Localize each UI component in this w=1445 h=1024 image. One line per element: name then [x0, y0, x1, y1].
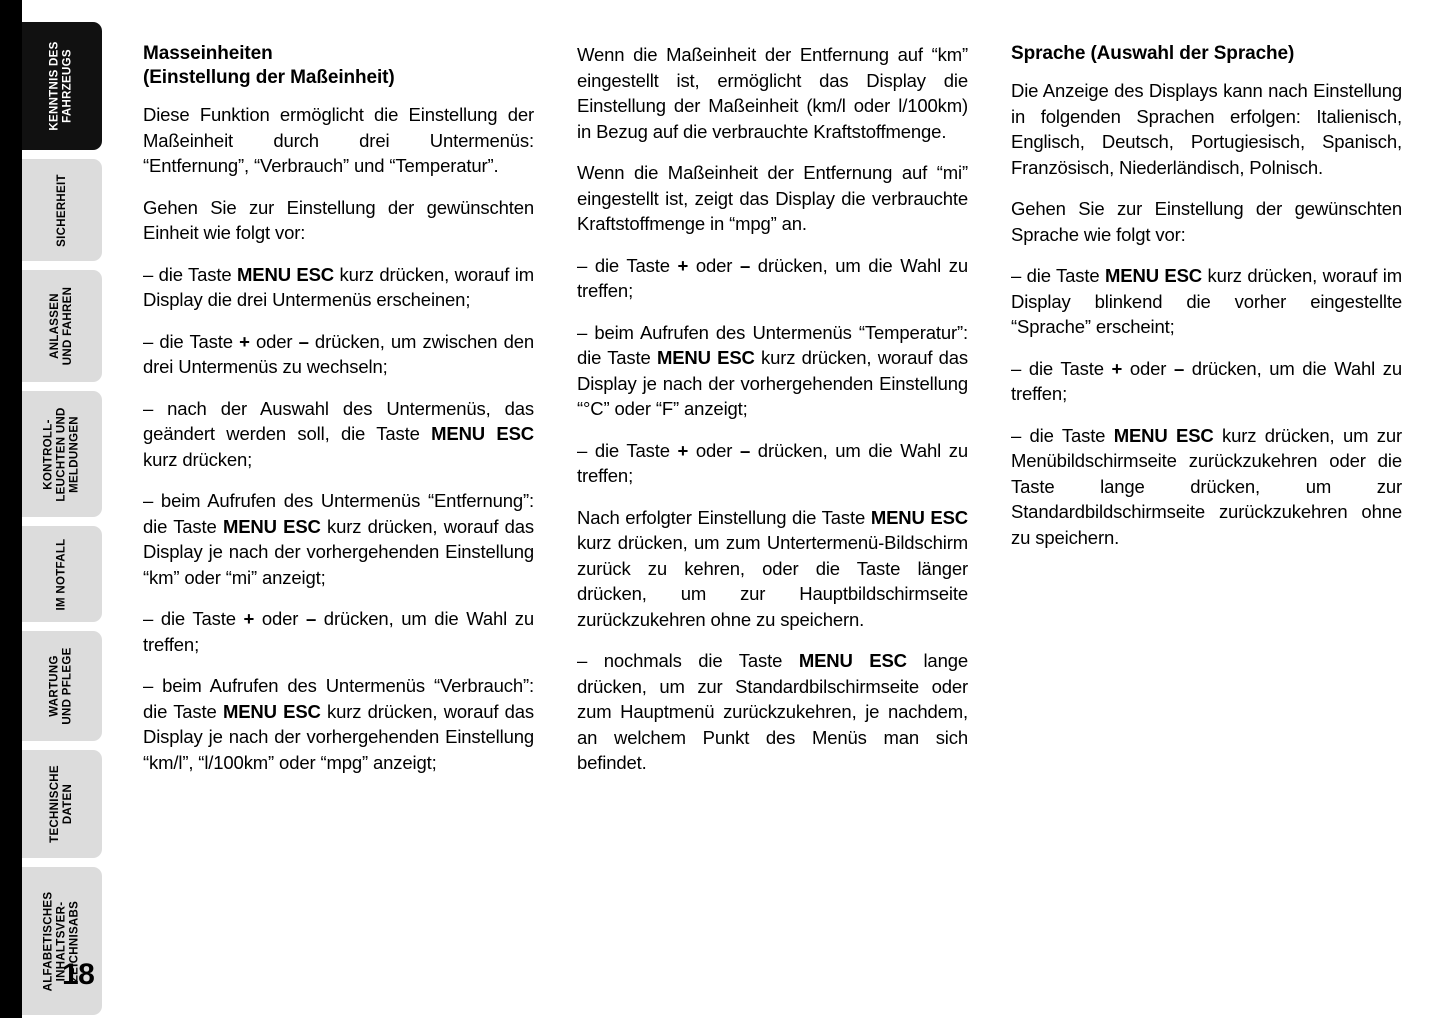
sidebar-item-alfabetisches-inhaltsverzeichnis[interactable] [22, 867, 102, 1015]
section-tab-strip [22, 22, 104, 1024]
sidebar-item-label: IM NOTFALL [55, 538, 68, 610]
paragraph: – nochmals die Taste MENU ESC lange drücken, um zur Standardbilschirmseite oder zum Hauptmenü zurückzukehren, je nachdem, an welchem Punkt des Menüs man sich befindet. [577, 650, 968, 773]
page-body [143, 42, 1403, 776]
text-column-2 [577, 42, 968, 776]
page-spine [0, 0, 22, 1018]
section-title-sprache: Sprache (Auswahl der Sprache) [1011, 43, 1295, 64]
paragraph: – nach der Auswahl des Untermenüs, das geändert werden soll, die Taste MENU ESC kurz drücken; [143, 397, 534, 470]
sidebar-item-label: KONTROLL- LEUCHTEN UND MELDUNGEN [42, 406, 81, 502]
paragraph: Gehen Sie zur Einstellung der gewünschten Sprache wie folgt vor: [1011, 198, 1402, 245]
paragraph: – die Taste MENU ESC kurz drücken, worauf im Display blinkend die vorher eingestellte “Sprache” erscheint; [1011, 265, 1402, 337]
paragraph-list [577, 42, 968, 776]
paragraph: – die Taste MENU ESC kurz drücken, worauf im Display die drei Untermenüs erscheinen; [143, 263, 534, 310]
paragraph: Die Anzeige des Displays kann nach Einstellung in folgenden Sprachen erfolgen: Italienisch, Englisch, Deutsch, Portugiesisch, Spanisch, Französisch, Niederländisch, Polnisch. [1011, 80, 1402, 178]
page-title: Masseinheiten (Einstellung der Maßeinheit) [143, 43, 395, 88]
sidebar-item-label: ALFABETISCHES INHALTSVER- ZEICHNISABS [42, 891, 81, 991]
paragraph: Wenn die Maßeinheit der Entfernung auf “mi” eingestellt ist, zeigt das Display die verbrauchte Kraftstoffmenge in “mpg” an. [577, 162, 968, 234]
text-column-1 [143, 42, 534, 776]
sidebar-item-kontrollleuchten-und-meldungen[interactable] [22, 391, 102, 517]
sidebar-item-technische-daten[interactable] [22, 750, 102, 858]
paragraph-list [143, 102, 534, 775]
text-column-3 [1011, 42, 1402, 776]
paragraph: Wenn die Maßeinheit der Entfernung auf “km” eingestellt ist, ermöglicht das Display die Einstellung der Maßeinheit (km/l oder l/100km) in Bezug auf die verbrauchte Kraftstoffmenge. [577, 44, 968, 142]
sidebar-item-label: KENNTNIS DES FAHRZEUGS [49, 41, 75, 131]
sidebar-item-im-notfall[interactable] [22, 526, 102, 622]
paragraph: Diese Funktion ermöglicht die Einstellung der Maßeinheit durch drei Untermenüs: “Entfernung”, “Verbrauch” und “Temperatur”. [143, 104, 534, 176]
sidebar-item-label: WARTUNG UND PFLEGE [49, 647, 74, 725]
paragraph-list [1011, 78, 1402, 550]
sidebar-item-anlassen-und-fahren[interactable] [22, 270, 102, 382]
paragraph: – beim Aufrufen des Untermenüs “Entfernung”: die Taste MENU ESC kurz drücken, worauf das Display je nach der vorhergehenden Einstellung “km” oder “mi” anzeigt; [143, 490, 535, 588]
paragraph: – beim Aufrufen des Untermenüs “Temperatur”: die Taste MENU ESC kurz drücken, worauf das Display je nach der vorhergehenden Einstellung “°C” oder “F” anzeigt; [577, 321, 969, 419]
page-number: 18 [62, 958, 95, 991]
paragraph: Nach erfolgter Einstellung die Taste MENU ESC kurz drücken, um zum Untertermenü-Bildschirm zurück zu kehren, oder die Taste länger drücken, um zur Hauptbildschirmseite zurückzukehren ohne zu speichern. [577, 506, 969, 630]
sidebar-item-label: TECHNISCHE DATEN [48, 765, 74, 843]
sidebar-item-sicherheit[interactable] [22, 159, 102, 261]
paragraph: – die Taste + oder – drücken, um die Wahl zu treffen; [143, 608, 534, 655]
paragraph: – die Taste + oder – drücken, um zwischen den drei Untermenüs zu wechseln; [143, 330, 534, 377]
paragraph: Gehen Sie zur Einstellung der gewünschten Einheit wie folgt vor: [143, 196, 534, 243]
paragraph: – die Taste MENU ESC kurz drücken, um zur Menübildschirmseite zurückzukehren oder die Taste lange drücken, um zur Standardbildschirmseite zurückzukehren ohne zu speichern. [1011, 424, 1402, 548]
sidebar-item-wartung-und-pflege[interactable] [22, 631, 102, 741]
paragraph: – die Taste + oder – drücken, um die Wahl zu treffen; [1011, 357, 1402, 404]
paragraph: – beim Aufrufen des Untermenüs “Verbrauch”: die Taste MENU ESC kurz drücken, worauf das Display je nach der vorhergehenden Einstellung “km/l”, “l/100km” oder “mpg” anzeigt; [143, 675, 535, 773]
paragraph: – die Taste + oder – drücken, um die Wahl zu treffen; [577, 439, 968, 486]
sidebar-item-kenntnis-des-fahrzeugs[interactable] [22, 22, 102, 150]
sidebar-item-label: ANLASSEN UND FAHREN [48, 286, 74, 366]
paragraph: – die Taste + oder – drücken, um die Wahl zu treffen; [577, 254, 968, 301]
sidebar-item-label: SICHERHEIT [55, 173, 68, 247]
